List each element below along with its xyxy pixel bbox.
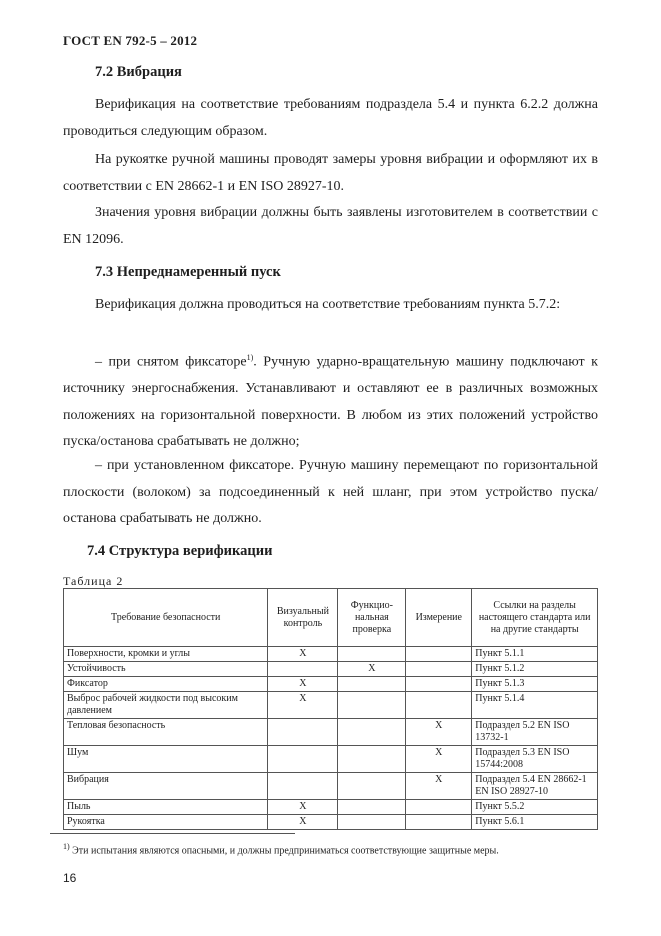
functional-cell xyxy=(338,773,406,800)
visual-cell: X xyxy=(268,692,338,719)
reference-cell: Подраздел 5.4 EN 28662-1 EN ISO 28927-10 xyxy=(472,773,598,800)
col-header-measurement: Измерение xyxy=(406,589,472,647)
requirement-cell: Выброс рабочей жидкости под высоким давлением xyxy=(64,692,268,719)
requirement-cell: Устойчивость xyxy=(64,662,268,677)
visual-cell xyxy=(268,662,338,677)
measurement-cell: X xyxy=(406,773,472,800)
visual-cell: X xyxy=(268,815,338,830)
footnote-divider xyxy=(50,833,295,834)
measurement-cell: X xyxy=(406,746,472,773)
reference-cell: Подраздел 5.2 EN ISO 13732-1 xyxy=(472,719,598,746)
functional-cell xyxy=(338,746,406,773)
s72-paragraph-2: На рукоятке ручной машины проводят замеры уровня вибрации и оформляют их в соответствии с EN 28662-1 и EN ISO 28927-10. xyxy=(63,152,598,194)
functional-cell xyxy=(338,815,406,830)
col-header-references: Ссылки на разделы настоящего стандарта или на другие стандарты xyxy=(472,589,598,647)
requirement-cell: Фиксатор xyxy=(64,677,268,692)
section-7-4-title: 7.4 Структура верификации xyxy=(87,543,273,559)
measurement-cell xyxy=(406,677,472,692)
s73-paragraph-2: – при снятом фиксаторе$^{1)}$. Ручную ударно-вращательную машину подключают к источнику энергоснабжения. Устанавливают и оставляют ее в различных возможных положениях на горизонтальной поверхности. В любом из этих положений устройство пуска/останова срабатывать не должно; xyxy=(63,353,598,450)
functional-cell: X xyxy=(338,662,406,677)
table-row xyxy=(64,746,598,773)
functional-cell xyxy=(338,800,406,815)
requirement-cell: Поверхности, кромки и углы xyxy=(64,647,268,662)
visual-cell xyxy=(268,773,338,800)
reference-cell: Пункт 5.1.1 xyxy=(472,647,598,662)
requirement-cell: Рукоятка xyxy=(64,815,268,830)
table-row xyxy=(64,692,598,719)
measurement-cell xyxy=(406,647,472,662)
visual-cell: X xyxy=(268,800,338,815)
measurement-cell xyxy=(406,800,472,815)
table-row xyxy=(64,719,598,746)
visual-cell: X xyxy=(268,677,338,692)
footnote: $^{1)}$ Эти испытания являются опасными, и должны предприниматься соответствующие защитные меры. xyxy=(63,842,499,857)
reference-cell: Пункт 5.1.3 xyxy=(472,677,598,692)
reference-cell: Пункт 5.5.2 xyxy=(472,800,598,815)
requirement-cell: Шум xyxy=(64,746,268,773)
page-header: ГОСТ EN 792-5 – 2012 xyxy=(63,33,198,48)
table-row xyxy=(64,677,598,692)
measurement-cell: X xyxy=(406,719,472,746)
s73-paragraph-3: – при установленном фиксаторе. Ручную машину перемещают по горизонтальной плоскости (волоком) за подсоединенный к ней шланг, при этом устройство пуска/останова срабатывать не должно. xyxy=(63,458,598,526)
measurement-cell xyxy=(406,692,472,719)
col-header-functional: Функцио-нальная проверка xyxy=(338,589,406,647)
section-7-2-title: 7.2 Вибрация xyxy=(95,64,182,80)
col-header-requirement: Требование безопасности xyxy=(64,589,268,647)
table-row xyxy=(64,662,598,677)
table-caption: Таблица 2 xyxy=(63,574,124,588)
table-row xyxy=(64,815,598,830)
table-row xyxy=(64,773,598,800)
reference-cell: Пункт 5.1.2 xyxy=(472,662,598,677)
functional-cell xyxy=(338,719,406,746)
functional-cell xyxy=(338,692,406,719)
requirement-cell: Тепловая безопасность xyxy=(64,719,268,746)
page-number: 16 xyxy=(63,871,77,885)
reference-cell: Пункт 5.6.1 xyxy=(472,815,598,830)
visual-cell xyxy=(268,746,338,773)
verification-table xyxy=(63,588,598,830)
visual-cell xyxy=(268,719,338,746)
measurement-cell xyxy=(406,662,472,677)
table-header-row xyxy=(64,589,598,647)
functional-cell xyxy=(338,677,406,692)
visual-cell: X xyxy=(268,647,338,662)
requirement-cell: Вибрация xyxy=(64,773,268,800)
table-row xyxy=(64,800,598,815)
footnote-ref: 1) xyxy=(246,353,254,362)
s72-paragraph-3: Значения уровня вибрации должны быть заявлены изготовителем в соответствии с EN 12096. xyxy=(63,205,598,247)
table-body xyxy=(64,647,598,830)
table-row xyxy=(64,647,598,662)
s72-paragraph-1: Верификация на соответствие требованиям подраздела 5.4 и пункта 6.2.2 должна проводиться следующим образом. xyxy=(63,97,598,139)
reference-cell: Подраздел 5.3 EN ISO 15744:2008 xyxy=(472,746,598,773)
reference-cell: Пункт 5.1.4 xyxy=(472,692,598,719)
functional-cell xyxy=(338,647,406,662)
col-header-visual: Визуальный контроль xyxy=(268,589,338,647)
s73-paragraph-1: Верификация должна проводиться на соответствие требованиям пункта 5.7.2: xyxy=(95,297,561,312)
requirement-cell: Пыль xyxy=(64,800,268,815)
section-7-3-title: 7.3 Непреднамеренный пуск xyxy=(95,264,281,280)
measurement-cell xyxy=(406,815,472,830)
